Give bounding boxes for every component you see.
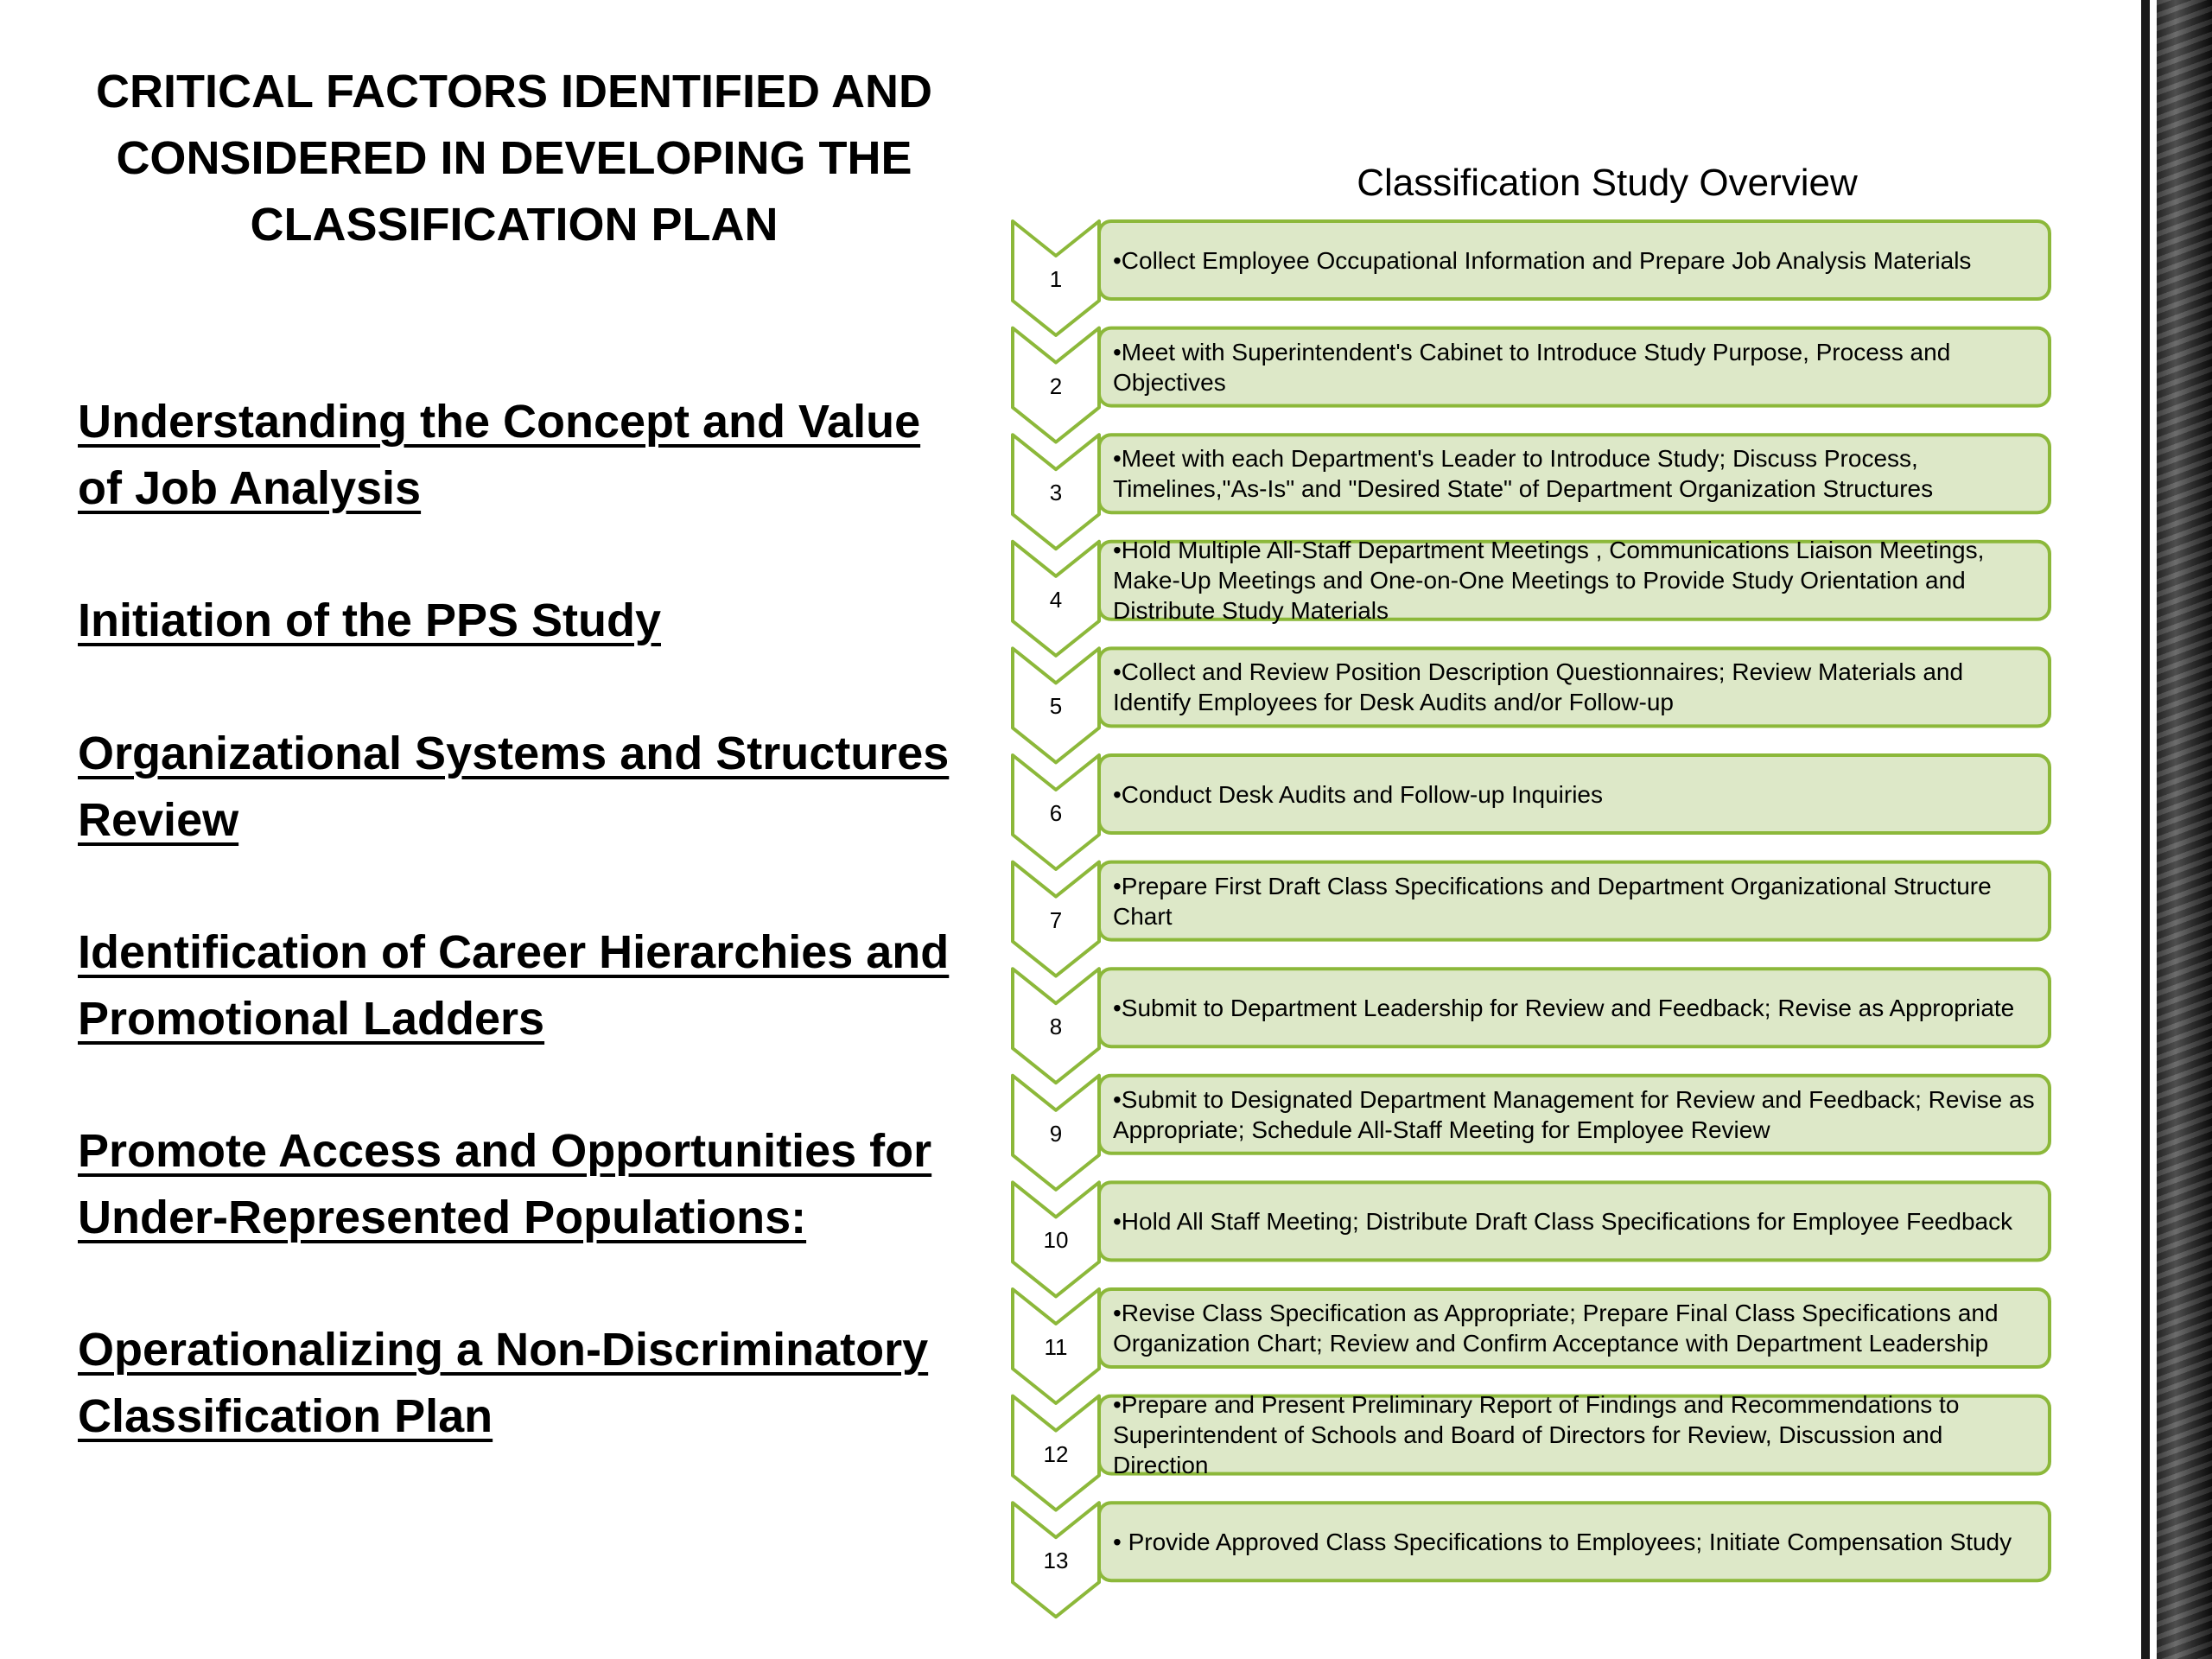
step-item (1099, 862, 2050, 940)
step-item (1099, 537, 2050, 625)
step-item (1099, 1289, 2050, 1367)
step-text: •Collect Employee Occupational Information and Prepare Job Analysis Materials (1113, 246, 1972, 274)
step-text: •Collect and Review Position Description Questionnaires; Review Materials and Identify Employees for Desk Audits and/or Follow-up (1113, 658, 1964, 716)
step-item (1099, 221, 2050, 299)
slide-title: CRITICAL FACTORS IDENTIFIED AND CONSIDERED IN DEVELOPING THE CLASSIFICATION PLAN (95, 66, 933, 251)
step-item (1099, 1182, 2050, 1260)
step-text: •Submit to Designated Department Management for Review and Feedback; Revise as Appropriate; Schedule All-Staff Meeting for Employee Review (1113, 1085, 2035, 1143)
factor-systems-review: Organizational Systems and Structures Review (78, 728, 950, 846)
step-number: 8 (1049, 1014, 1063, 1040)
factor-non-discriminatory: Operationalizing a Non-Discriminatory Classification Plan (78, 1324, 929, 1442)
step-number: 6 (1049, 800, 1063, 826)
step-text: •Submit to Department Leadership for Review and Feedback; Revise as Appropriate (1113, 994, 2015, 1021)
step-number: 13 (1043, 1548, 1069, 1574)
step-number: 10 (1043, 1227, 1069, 1254)
step-text: •Meet with each Department's Leader to Introduce Study; Discuss Process, Timelines,"As-Is" and "Desired State" of Department Organization Structures (1113, 445, 1934, 503)
step-text: •Conduct Desk Audits and Follow-up Inquiries (1113, 780, 1603, 808)
factor-promote-access: Promote Access and Opportunities for Under-Represented Populations: (78, 1125, 932, 1243)
step-item (1099, 969, 2050, 1046)
step-number: 7 (1049, 906, 1063, 933)
overview-title: Classification Study Overview (1357, 162, 1858, 204)
step-item (1099, 648, 2050, 726)
step-number: 4 (1049, 586, 1063, 613)
step-item (1099, 755, 2050, 833)
step-item (1099, 1076, 2050, 1154)
step-number: 9 (1049, 1120, 1063, 1147)
step-number: 11 (1044, 1334, 1068, 1360)
step-text: •Hold Multiple All-Staff Department Meetings , Communications Liaison Meetings, Make-Up Meetings and One-on-One Meetings to Provide Study Orientation and Distribute Study Materials (1113, 537, 1985, 625)
factor-job-analysis: Understanding the Concept and Value of Job Analysis (78, 396, 921, 514)
step-text: • Provide Approved Class Specifications to Employees; Initiate Compensation Study (1113, 1528, 2012, 1555)
step-text: •Hold All Staff Meeting; Distribute Draft Class Specifications for Employee Feedback (1113, 1207, 2013, 1235)
step-item (1099, 1391, 2050, 1479)
factor-pps-study: Initiation of the PPS Study (78, 594, 661, 646)
step-item (1099, 328, 2050, 406)
step-text: •Prepare and Present Preliminary Report of Findings and Recommendations to Superintendent of Schools and Board of Directors for Review, Discussion and Direction (1113, 1391, 1960, 1479)
step-text: •Meet with Superintendent's Cabinet to Introduce Study Purpose, Process and Objectives (1113, 338, 1951, 396)
step-number: 5 (1049, 693, 1063, 720)
factor-career-hierarchies: Identification of Career Hierarchies and Promotional Ladders (78, 926, 950, 1045)
step-number: 2 (1049, 372, 1063, 399)
decorative-edge-texture (2157, 0, 2212, 1659)
step-number: 3 (1049, 480, 1063, 506)
step-item (1099, 1503, 2050, 1580)
step-text: •Revise Class Specification as Appropriate; Prepare Final Class Specifications and Organization Chart; Review and Confirm Acceptance with Department Leadership (1113, 1300, 1999, 1357)
step-number: 12 (1043, 1440, 1069, 1467)
step-item (1099, 435, 2050, 512)
step-text: •Prepare First Draft Class Specifications and Department Organizational Structure Chart (1113, 872, 1992, 930)
step-number: 1 (1049, 266, 1063, 292)
